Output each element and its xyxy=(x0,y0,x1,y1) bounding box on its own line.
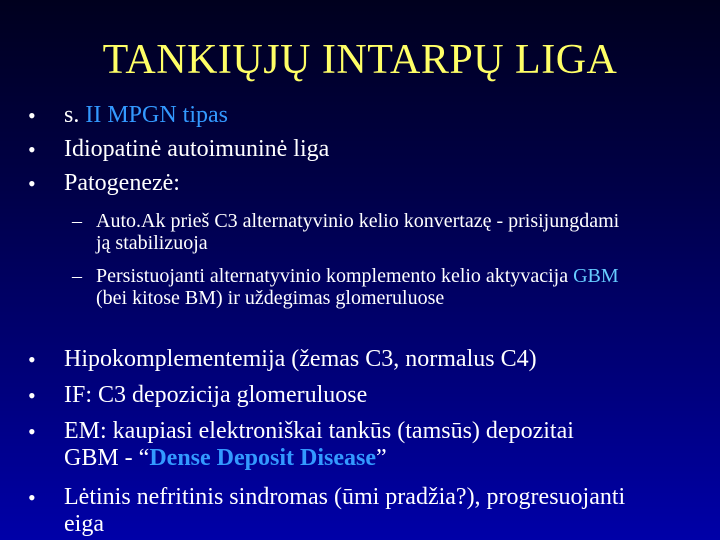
bullet-item xyxy=(28,346,708,373)
bullet-marker: • xyxy=(28,347,36,372)
bullet-item xyxy=(28,136,708,163)
sub-bullet-marker: – xyxy=(72,265,82,287)
bullet-text: Patogenezė: xyxy=(64,170,180,196)
bullet-marker: • xyxy=(28,383,36,408)
bullet-text-part: s. xyxy=(64,102,86,128)
bullet-marker: • xyxy=(28,171,36,196)
sub-bullet-text-part: (bei kitose BM) ir uždegimas glomeruluose xyxy=(96,287,445,309)
bullet-text-part: ” xyxy=(375,445,387,471)
bullet-highlight: Dense Deposit Disease xyxy=(149,445,376,471)
bullet-text-part: EM: kaupiasi elektroniškai tankūs (tamsūs) depozitai GBM - “ xyxy=(64,418,574,471)
bullet-text: IF: C3 depozicija glomeruluose xyxy=(64,382,368,408)
bullet-text xyxy=(64,418,608,472)
sub-bullet-item xyxy=(72,210,632,254)
sub-bullet-marker: – xyxy=(72,210,82,232)
bullet-item xyxy=(28,382,708,409)
sub-bullet-highlight: GBM xyxy=(573,265,619,287)
bullet-item xyxy=(28,102,708,129)
bullet-item xyxy=(28,418,608,472)
bullet-marker: • xyxy=(28,137,36,162)
sub-bullet-item xyxy=(72,265,632,309)
bullet-marker: • xyxy=(28,103,36,128)
sub-bullet-text xyxy=(96,265,632,309)
bullet-text: Hipokomplementemija (žemas C3, normalus C4) xyxy=(64,346,537,372)
sub-bullet-text-part: Persistuojanti alternatyvinio komplemento kelio aktyvacija xyxy=(96,265,574,287)
bullet-marker: • xyxy=(28,419,36,444)
bullet-text: Lėtinis nefritinis sindromas (ūmi pradžia?), progresuojanti eiga xyxy=(64,484,626,537)
bullet-marker: • xyxy=(28,485,36,510)
bullet-text: Idiopatinė autoimuninė liga xyxy=(64,136,330,162)
slide-title: TANKIŲJŲ INTARPŲ LIGA xyxy=(102,37,618,83)
bullet-item xyxy=(28,170,708,197)
bullet-text xyxy=(64,102,708,129)
bullet-highlight: II MPGN tipas xyxy=(85,102,229,128)
sub-bullet-text: Auto.Ak prieš C3 alternatyvinio kelio konvertazę - prisijungdami ją stabilizuoja xyxy=(96,210,620,254)
bullet-item xyxy=(28,484,628,538)
